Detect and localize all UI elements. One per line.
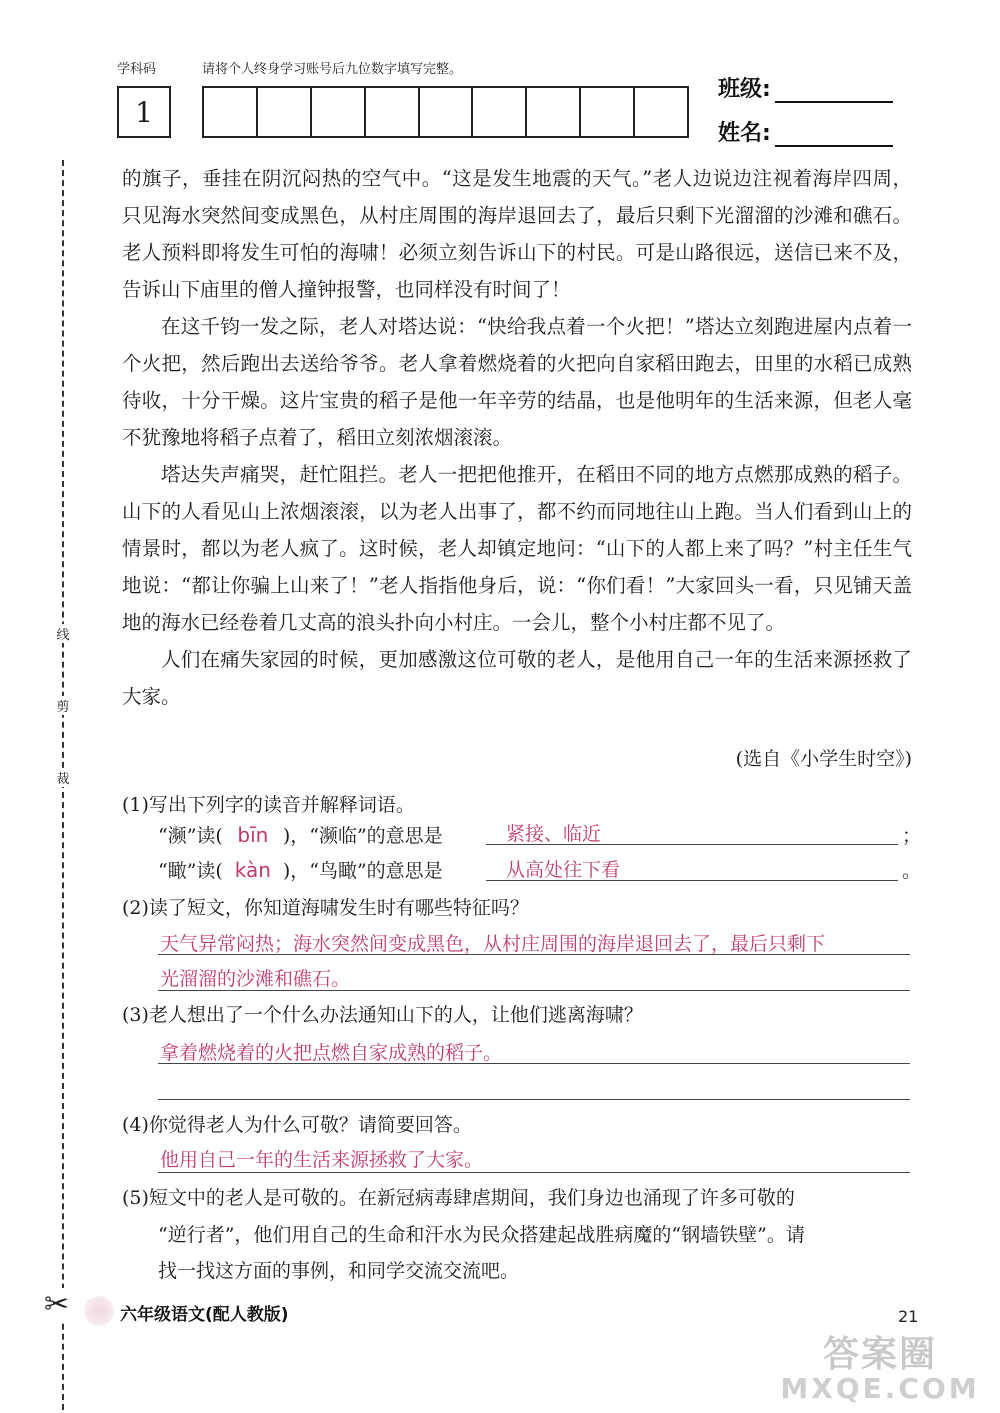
- subject-code-value: 1: [135, 95, 153, 129]
- q3-answer-line-1-text[interactable]: 拿着燃烧着的火把点燃自家成熟的稻子。: [160, 1042, 503, 1064]
- q2-answer-line-1-text[interactable]: 天气异常闷热；海水突然间变成黑色，从村庄周围的海岸退回去了，最后只剩下: [160, 933, 826, 955]
- subject-code-label: 学科码: [117, 62, 157, 77]
- q3-answer-line-2: [158, 1099, 910, 1100]
- book-title: 六年级语文(配人教版): [120, 1305, 289, 1325]
- reading-passage: [122, 160, 912, 715]
- question-1-line-2: [158, 856, 443, 883]
- q2-answer-line-2-text[interactable]: 光溜溜的沙滩和礁石。: [160, 968, 351, 990]
- class-blank[interactable]: [775, 79, 893, 103]
- q1-meaning-kan-text: )，“鸟瞰”的意思是: [282, 860, 443, 882]
- q1-answer-niaokan[interactable]: 从高处往下看: [506, 859, 621, 881]
- q3-answer-line-1: [158, 1063, 910, 1064]
- name-blank[interactable]: [775, 123, 893, 147]
- question-5-line-2: “逆行者”，他们用自己的生命和汗水为民众搭建起战胜病魔的“钢墙铁壁”。请: [158, 1224, 805, 1246]
- question-4-prompt: (4)你觉得老人为什么可敬？请简要回答。: [122, 1114, 472, 1136]
- account-digit-boxes: [202, 86, 689, 138]
- cut-mark-xian: 线: [52, 624, 74, 643]
- passage-paragraph: 塔达失声痛哭，赶忙阻拦。老人一把把他推开，在稻田不同的地方点燃那成熟的稻子。山下的人看见山上浓烟滚滚，以为老人出事了，都不约而同地往山上跑。当人们看到山上的情景时，都以为老人疯了。这时候，老人却镇定地问：“山下的人都上来了吗？”村主任生气地说：“都让你骗上山来了！”老人指指他身后，说：“你们看！”大家回头一看，只见铺天盖地的海水已经卷着几丈高的浪头扑向小村庄。一会儿，整个小村庄都不见了。: [122, 463, 912, 634]
- digit-box[interactable]: [312, 88, 366, 136]
- cut-mark-cai: 裁: [52, 768, 74, 787]
- q1-char-bin-text: “濒”读(: [158, 825, 223, 847]
- page-number: 21: [898, 1307, 919, 1326]
- digit-box[interactable]: [527, 88, 581, 136]
- cut-mark-jian: 剪: [52, 696, 74, 715]
- q4-answer-line-1-text[interactable]: 他用自己一年的生活来源拯救了大家。: [160, 1149, 484, 1171]
- digit-box[interactable]: [258, 88, 312, 136]
- scissors-icon: ✂: [44, 1287, 70, 1322]
- passage-source: (选自《小学生时空》): [735, 748, 912, 770]
- digit-box[interactable]: [420, 88, 474, 136]
- q1-pinyin-answer-kan[interactable]: kàn: [234, 858, 271, 882]
- watermark-site: MXQE.COM: [780, 1372, 980, 1405]
- digit-box[interactable]: [581, 88, 635, 136]
- watermark-brand: 答案圈: [822, 1334, 937, 1375]
- question-1-prompt: (1)写出下列字的读音并解释词语。: [122, 794, 415, 816]
- passage-paragraph: 在这千钧一发之际，老人对塔达说：“快给我点着一个火把！”塔达立刻跑进屋内点着一个火把，然后跑出去送给爷爷。老人拿着燃烧着的火把向自家稻田跑去，田里的水稻已成熟待收，十分干燥。这片宝贵的稻子是他一年辛劳的结晶，也是他明年的生活来源，但老人毫不犹豫地将稻子点着了，稻田立刻浓烟滚滚。: [122, 315, 912, 449]
- passage-paragraph: 人们在痛失家园的时候，更加感激这位可敬的老人，是他用自己一年的生活来源拯救了大家。: [122, 648, 912, 708]
- class-label: 班级:: [718, 77, 771, 102]
- q1-pinyin-answer-bin[interactable]: bīn: [237, 823, 269, 847]
- q1-char-kan-text: “瞰”读(: [158, 860, 223, 882]
- question-1-line-1: [158, 821, 443, 848]
- q1-answer-binlin[interactable]: 紧接、临近: [506, 823, 602, 845]
- digit-box[interactable]: [473, 88, 527, 136]
- question-3-prompt: (3)老人想出了一个什么办法通知山下的人，让他们逃离海啸？: [122, 1004, 643, 1026]
- publisher-logo-icon: [84, 1296, 114, 1326]
- q1-line-1-end: ；: [902, 825, 922, 847]
- q1-line-2-end: 。: [902, 860, 922, 882]
- subject-code-box: [117, 86, 171, 138]
- account-instruction: 请将个人终身学习账号后九位数字填写完整。: [202, 62, 463, 77]
- class-field: [718, 72, 893, 103]
- digit-box[interactable]: [204, 88, 258, 136]
- name-label: 姓名:: [718, 121, 771, 146]
- question-5-line-3: 找一找这方面的事例，和同学交流交流吧。: [158, 1260, 520, 1282]
- q2-answer-line-2: [158, 990, 910, 991]
- q4-answer-line-1: [158, 1172, 910, 1173]
- q1-meaning-bin-text: )，“濒临”的意思是: [282, 825, 443, 847]
- digit-box[interactable]: [366, 88, 420, 136]
- name-field: [718, 116, 893, 147]
- question-5-line-1: (5)短文中的老人是可敬的。在新冠病毒肆虐期间，我们身边也涌现了许多可敬的: [122, 1187, 795, 1209]
- passage-paragraph: 的旗子，垂挂在阴沉闷热的空气中。“这是发生地震的天气。”老人边说边注视着海岸四周，只见海水突然间变成黑色，从村庄周围的海岸退回去了，最后只剩下光溜溜的沙滩和礁石。老人预料即将发生可怕的海啸！必须立刻告诉山下的村民。可是山路很远，送信已来不及，告诉山下庙里的僧人撞钟报警，也同样没有时间了！: [122, 167, 912, 301]
- digit-box[interactable]: [635, 88, 687, 136]
- question-2-prompt: (2)读了短文，你知道海啸发生时有哪些特征吗？: [122, 897, 529, 919]
- q2-answer-line-1: [158, 954, 910, 955]
